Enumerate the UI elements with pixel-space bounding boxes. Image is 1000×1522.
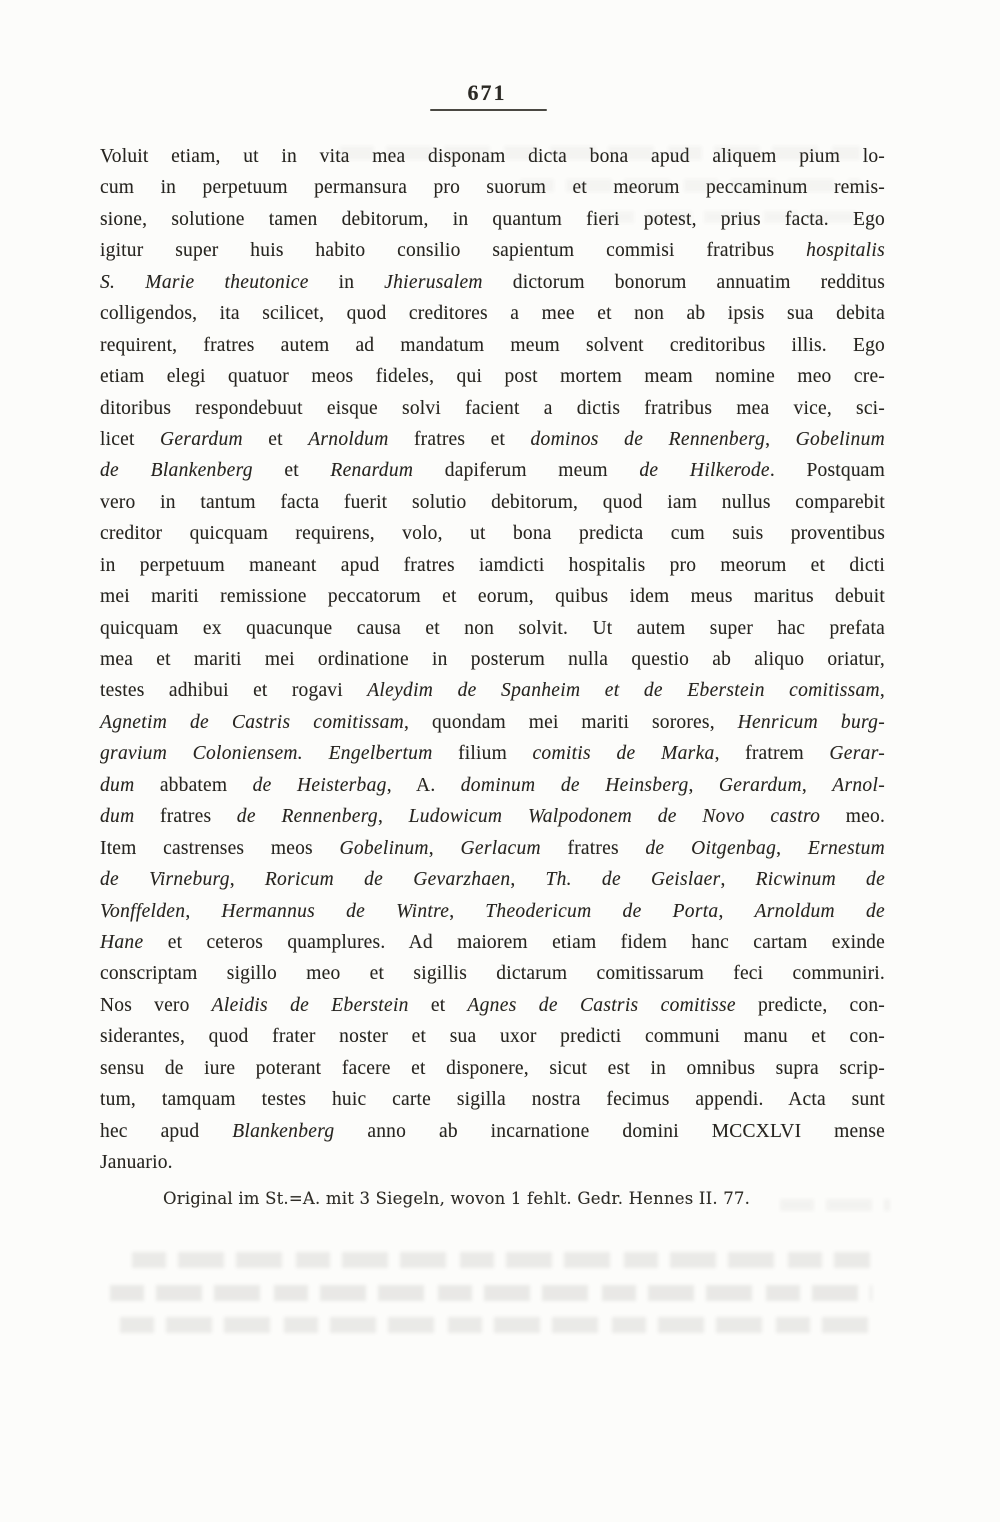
text-line — [100, 235, 885, 266]
text-line — [100, 581, 885, 612]
text-segment: et — [252, 460, 331, 482]
italic-text-segment: Ludowicum Walpodonem de Novo castro — [408, 806, 821, 828]
text-line — [100, 1053, 885, 1084]
italic-text-segment: Aleidis de Eberstein — [211, 994, 409, 1016]
text-segment: filium — [432, 743, 533, 765]
italic-text-segment: gravium Coloniensem. Engelbertum — [100, 743, 433, 765]
text-segment: sione, solutione tamen debitorum, in quantum fieri potest, prius facta. Ego — [100, 208, 885, 230]
bleedthrough-line — [110, 1285, 872, 1301]
text-segment: , quondam mei mariti sorores, — [404, 711, 738, 733]
text-segment: et — [242, 428, 309, 450]
italic-text-segment: de Hilkerode — [639, 460, 770, 482]
text-line — [100, 1147, 885, 1178]
text-line — [100, 927, 885, 958]
text-line — [100, 707, 885, 738]
footnote: Original im St.=A. mit 3 Siegeln, wovon 1 fehlt. Gedr. Hennes II. 77. — [163, 1189, 751, 1208]
text-line — [100, 424, 885, 455]
italic-text-segment: Hermannus de Wintre — [221, 900, 450, 922]
italic-text-segment: de Virneburg — [100, 869, 230, 891]
italic-text-segment: Hane — [100, 931, 144, 953]
text-segment: requirent, fratres autem ad mandatum meum solvent creditoribus illis. Ego — [100, 334, 885, 356]
text-segment: , — [720, 869, 756, 891]
text-line — [100, 1116, 885, 1147]
text-segment: , — [377, 806, 409, 828]
page-header — [0, 80, 1000, 111]
text-segment: conscriptam sigillo meo et sigillis dictarum comitissarum feci communiri. — [100, 963, 885, 985]
italic-text-segment: Agnetim de Castris comitissam — [100, 711, 405, 733]
italic-text-segment: Henricum burg- — [737, 711, 885, 733]
text-segment: in — [308, 271, 385, 293]
text-line — [100, 361, 885, 392]
text-segment: testes adhibui et rogavi — [100, 680, 368, 702]
text-segment: , — [185, 900, 222, 922]
text-line — [100, 298, 885, 329]
text-segment: sensu de iure poterant facere et disponere, sicut est in omnibus supra scrip- — [100, 1057, 885, 1079]
text-segment: vero in tantum facta fuerit solutio debitorum, quod iam nullus comparebit — [100, 491, 885, 513]
text-segment: ditoribus respondebuut eisque solvi facient a dictis fratribus mea vice, sci- — [100, 397, 885, 419]
italic-text-segment: Gerardum — [718, 774, 802, 796]
text-segment: dictorum bonorum annuatim redditus — [482, 271, 885, 293]
text-segment: etiam elegi quatuor meos fideles, qui post mortem meam nomine meo cre- — [100, 366, 885, 388]
text-segment: et — [408, 994, 468, 1016]
text-line — [100, 770, 885, 801]
italic-text-segment: hospitalis — [806, 240, 885, 262]
text-segment: fratres — [540, 837, 646, 859]
text-line — [100, 990, 885, 1021]
text-segment: creditor quicquam requirens, volo, ut bona predicta cum suis proventibus — [100, 523, 885, 545]
italic-text-segment: Theodericum de Porta — [485, 900, 719, 922]
italic-text-segment: Ernestum — [807, 837, 886, 859]
italic-text-segment: Gobelinum — [795, 428, 885, 450]
text-segment: siderantes, quod frater noster et sua uxor predicti communi manu et con- — [100, 1026, 885, 1048]
italic-text-segment: Roricum de Gevarzhaen — [264, 869, 511, 891]
text-segment: mei mariti remissione peccatorum et eorum, quibus idem meus maritus debuit — [100, 586, 885, 608]
italic-text-segment: Jhierusalem — [384, 271, 483, 293]
italic-text-segment: de Rennenberg — [236, 806, 378, 828]
text-segment: , — [718, 900, 755, 922]
italic-text-segment: dominos de Rennenberg — [530, 428, 766, 450]
page-number: 671 — [467, 80, 507, 105]
text-segment: hec apud — [100, 1120, 233, 1142]
text-line — [100, 1021, 885, 1052]
text-block — [100, 141, 885, 1178]
text-line — [100, 393, 885, 424]
italic-text-segment: Arnoldum de — [754, 900, 885, 922]
italic-text-segment: Gerar- — [829, 743, 885, 765]
italic-text-segment: Aleydim de Spanheim et de Eberstein comitissam — [367, 680, 880, 702]
bleedthrough-line — [132, 1252, 870, 1268]
text-segment: Januario. — [100, 1152, 173, 1173]
italic-text-segment: dominum de Heinsberg — [460, 774, 689, 796]
text-line — [100, 204, 885, 235]
text-segment: dapiferum meum — [413, 460, 640, 482]
text-line — [100, 455, 885, 486]
text-line — [100, 330, 885, 361]
text-segment: anno ab incarnatione domini MCCXLVI mense — [334, 1120, 885, 1142]
text-line — [100, 738, 885, 769]
bleedthrough-line — [120, 1317, 868, 1333]
text-segment: Nos vero — [100, 994, 212, 1016]
text-segment: , fratrem — [714, 743, 830, 765]
text-line — [100, 644, 885, 675]
italic-text-segment: dum — [100, 774, 135, 796]
italic-text-segment: Arnol- — [832, 774, 885, 796]
text-line — [100, 801, 885, 832]
text-segment: fratres — [134, 806, 237, 828]
italic-text-segment: de Heisterbag — [252, 774, 387, 796]
text-line — [100, 613, 885, 644]
text-segment: meo. — [820, 806, 886, 828]
text-segment: , — [229, 869, 265, 891]
text-segment: , — [879, 680, 885, 702]
italic-text-segment: Vonffelden — [100, 900, 186, 922]
italic-text-segment: Th. de Geislaer — [545, 869, 721, 891]
text-segment: . Postquam — [769, 460, 886, 482]
text-segment: igitur super huis habito consilio sapientum commisi fratribus — [100, 240, 807, 262]
italic-text-segment: Ricwinum de — [755, 869, 886, 891]
text-line — [100, 675, 885, 706]
text-segment: in perpetuum maneant apud fratres iamdicti hospitalis pro meorum et dicti — [100, 554, 885, 576]
italic-text-segment: Agnes de Castris comitisse — [467, 994, 736, 1016]
text-segment: licet — [100, 428, 160, 450]
text-segment: , — [776, 837, 808, 859]
text-line — [100, 550, 885, 581]
text-line — [100, 267, 885, 298]
text-line — [100, 518, 885, 549]
text-line — [100, 864, 885, 895]
italic-text-segment: Arnoldum — [308, 428, 389, 450]
italic-text-segment: de Oitgenbag — [645, 837, 777, 859]
text-line — [100, 1084, 885, 1115]
text-line — [100, 896, 885, 927]
text-segment: , — [688, 774, 719, 796]
text-segment: Voluit etiam, ut in vita mea disponam dicta bona apud aliquem pium lo- — [100, 146, 885, 167]
text-line — [100, 172, 885, 203]
text-line — [100, 833, 885, 864]
text-segment: quicquam ex quacunque causa et non solvit. Ut autem super hac prefata — [100, 617, 885, 639]
italic-text-segment: Renardum — [330, 460, 414, 482]
italic-text-segment: de Blankenberg — [100, 460, 253, 482]
text-segment: cum in perpetuum permansura pro suorum et meorum peccaminum remis- — [100, 177, 885, 199]
italic-text-segment: Gerardum — [159, 428, 243, 450]
italic-text-segment: comitis de Marka — [532, 743, 715, 765]
text-segment: abbatem — [134, 774, 253, 796]
text-segment: colligendos, ita scilicet, quod creditores a mee et non ab ipsis sua debita — [100, 303, 885, 325]
page-number-rule — [430, 109, 547, 111]
text-segment: mea et mariti mei ordinatione in posterum nulla questio ab aliquo oriatur, — [100, 649, 885, 670]
italic-text-segment: Blankenberg — [232, 1120, 335, 1142]
text-segment: , A. — [386, 774, 461, 796]
text-segment: , — [765, 428, 796, 450]
italic-text-segment: S. Marie theutonice — [100, 271, 309, 293]
text-segment: , — [801, 774, 833, 796]
text-segment: predicte, con- — [735, 994, 885, 1016]
italic-text-segment: Gerlacum — [460, 837, 541, 859]
text-line — [100, 487, 885, 518]
italic-text-segment: Gobelinum — [339, 837, 429, 859]
text-line — [100, 958, 885, 989]
text-segment: Item castrenses meos — [100, 837, 340, 859]
italic-text-segment: dum — [100, 806, 135, 828]
text-segment: et ceteros quamplures. Ad maiorem etiam fidem hanc cartam exinde — [143, 931, 885, 953]
text-segment: fratres et — [388, 428, 531, 450]
text-line — [100, 141, 885, 172]
text-segment: tum, tamquam testes huic carte sigilla nostra fecimus appendi. Acta sunt — [100, 1089, 885, 1111]
text-segment: , — [428, 837, 461, 859]
text-segment: , — [449, 900, 486, 922]
text-segment: , — [510, 869, 546, 891]
